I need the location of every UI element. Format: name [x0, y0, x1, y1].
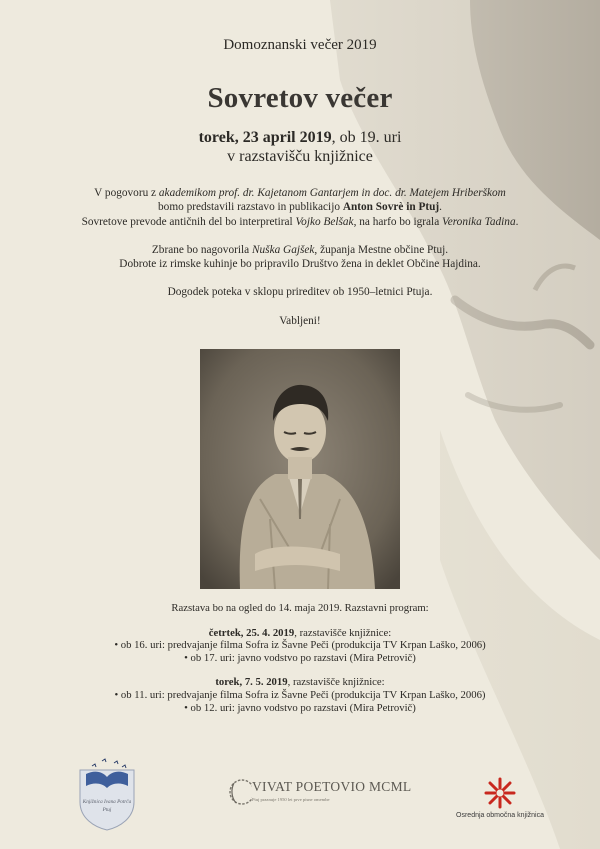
- event-time: , ob 19. uri: [331, 129, 402, 146]
- paragraph-greeting: [40, 243, 560, 272]
- exhibition-program: [40, 602, 560, 726]
- regional-library-label: Osrednja območna knjižnica: [456, 812, 544, 819]
- program-item: • ob 17. uri: javno vodstvo po razstavi (Mira Petrovič): [184, 651, 416, 664]
- red-star-icon: [484, 777, 516, 809]
- event-date-line: [0, 128, 600, 147]
- program-item: • ob 11. uri: predvajanje filma Sofra iz Šavne Peči (produkcija TV Krpan Laško, 2006): [114, 688, 486, 701]
- library-logo-line2: Ptuj: [102, 807, 112, 813]
- vivat-logo-text: VIVAT POETOVIO MCML: [252, 779, 412, 794]
- event-series-label: Domoznanski večer 2019: [223, 37, 377, 53]
- text-fragment: bomo predstavili razstavo in publikacijo: [158, 201, 343, 214]
- mayor-name: Nuška Gajšek: [251, 243, 315, 256]
- program-day-1-venue: , razstavišče knjižnice:: [294, 626, 392, 639]
- catering-note: Dobrote iz rimske kuhinje bo pripravilo Društvo žena in deklet Občine Hajdina.: [119, 258, 481, 271]
- program-day-1-date: četrtek, 25. 4. 2019: [208, 626, 295, 639]
- program-day-2-venue: , razstavišče knjižnice:: [287, 676, 385, 689]
- text-fragment: , na harfo bo igrala: [353, 215, 443, 228]
- invitation: Vabljeni!: [279, 314, 321, 327]
- laurel-wreath-icon: [228, 775, 252, 809]
- text-fragment: , županja Mestne občine Ptuj.: [314, 243, 449, 256]
- regional-library-logo: [440, 775, 560, 825]
- program-item: • ob 12. uri: javno vodstvo po razstavi (Mira Petrovič): [184, 701, 416, 714]
- harpist-name: Veronika Tadina: [442, 215, 516, 228]
- event-venue: v razstavišču knjižnice: [227, 148, 373, 165]
- portrait-photo-drawing: [200, 349, 400, 589]
- event-title: Sovretov večer: [207, 82, 393, 114]
- paragraph-speakers: [40, 186, 560, 229]
- text-fragment: V pogovoru z: [94, 187, 159, 199]
- program-day-2-date: torek, 7. 5. 2019: [215, 676, 288, 689]
- portrait-photo: [200, 349, 400, 589]
- vivat-poetovio-logo: [228, 775, 412, 815]
- library-crest-logo: [72, 752, 142, 832]
- performer-name: Vojko Belšak: [295, 215, 354, 228]
- text-fragment: Zbrane bo nagovorila: [151, 243, 252, 256]
- program-day-2: [40, 676, 560, 714]
- speakers-names: akademikom prof. dr. Kajetanom Gantarjem in doc. dr. Matejem Hriberškom: [158, 187, 506, 199]
- paragraph-anniversary: Dogodek poteka v sklopu prireditev ob 1950–letnici Ptuja.: [167, 286, 433, 299]
- event-date: torek, 23 april 2019: [198, 129, 332, 146]
- event-date-block: [0, 128, 600, 166]
- program-intro: Razstava bo na ogled do 14. maja 2019. Razstavni program:: [171, 602, 429, 614]
- publication-title: Anton Sovrè in Ptuj: [342, 201, 440, 214]
- text-fragment: .: [515, 215, 519, 228]
- vivat-logo-subtext: Ptuj praznuje 1950 let prve pisne omembe: [252, 797, 330, 802]
- text-fragment: Sovretove prevode antičnih del bo interpretiral: [81, 215, 296, 228]
- program-day-1: [40, 627, 560, 665]
- program-item: • ob 16. uri: predvajanje filma Sofra iz Šavne Peči (produkcija TV Krpan Laško, 2006): [114, 639, 486, 652]
- library-logo-line1: Knjižnica Ivana Potrča: [82, 799, 132, 805]
- text-fragment: .: [439, 201, 442, 214]
- event-description: [40, 186, 560, 342]
